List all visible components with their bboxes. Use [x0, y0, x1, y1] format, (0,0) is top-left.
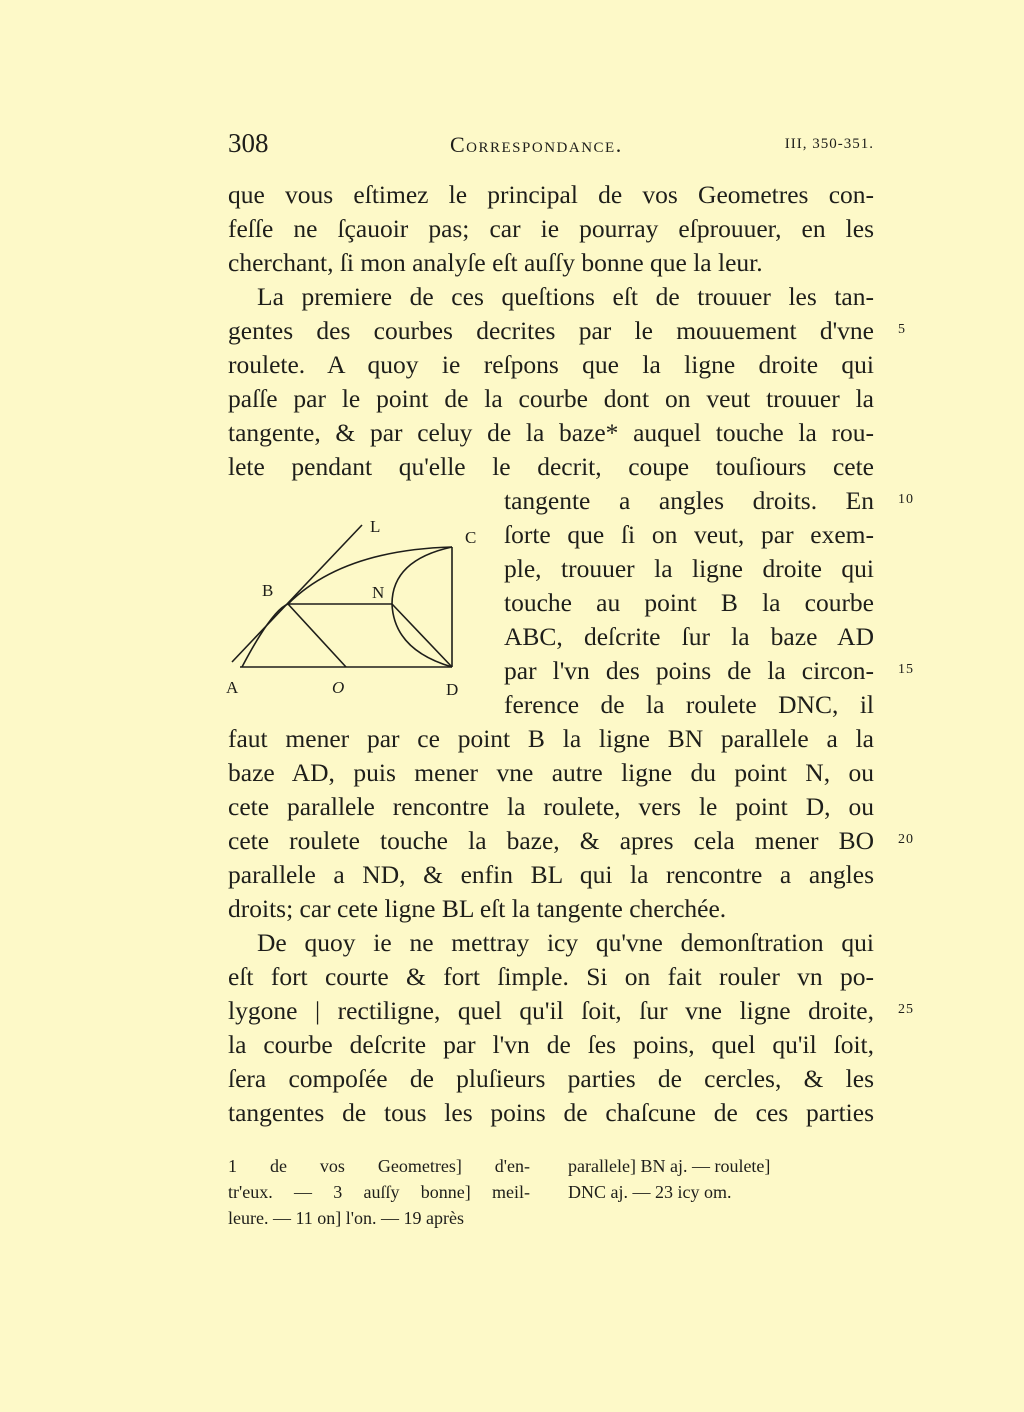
curve-abc [242, 547, 452, 667]
text-line: paſſe par le point de la courbe dont on veut trouuer la [228, 384, 874, 413]
label-a: A [226, 678, 239, 697]
text-line: touche au point B la courbe [504, 588, 874, 617]
text-line: cete parallele rencontre la roulete, vers le point D, ou [228, 792, 874, 821]
page-reference: III, 350-351. [784, 136, 874, 152]
roulette-figure [222, 510, 492, 710]
text-line: lete pendant qu'elle le decrit, coupe touſiours cete [228, 452, 874, 481]
roulette-diagram [222, 510, 492, 710]
label-c: C [465, 528, 477, 547]
text-line: faut mener par ce point B la ligne BN parallele a la [228, 724, 874, 753]
text-line: la courbe deſcrite par l'vn de ſes poins, quel qu'il ſoit, [228, 1030, 874, 1059]
page-header [228, 128, 874, 168]
text-line: ſera compoſée de pluſieurs parties de cercles, & les [228, 1064, 874, 1093]
label-l: L [370, 517, 381, 536]
text-line: droits; car cete ligne BL eſt la tangente cherchée. [228, 894, 727, 923]
text-line: par l'vn des poins de la circon- [504, 656, 874, 685]
text-line: ABC, deſcrite ſur la baze AD [504, 622, 874, 651]
line-number: 15 [898, 662, 914, 677]
line-number: 5 [898, 322, 906, 337]
line-number: 10 [898, 492, 914, 507]
label-d: D [446, 680, 459, 699]
line-number: 25 [898, 1002, 914, 1017]
text-line: ference de la roulete DNC, il [504, 690, 874, 719]
footnote-line: parallele] BN aj. — roulete] [568, 1156, 771, 1176]
page-number: 308 [228, 128, 269, 158]
text-line: parallele a ND, & enfin BL qui la rencontre a angles [228, 860, 874, 889]
footnote-line: tr'eux. — 3 auſſy bonne] meil- [228, 1182, 530, 1202]
line-number: 20 [898, 832, 914, 847]
text-line: baze AD, puis mener vne autre ligne du point N, ou [228, 758, 874, 787]
text-line: eſt fort courte & fort ſimple. Si on fait rouler vn po- [228, 962, 874, 991]
label-b: B [262, 581, 274, 600]
text-line: ple, trouuer la ligne droite qui [504, 554, 874, 583]
label-n: N [372, 583, 385, 602]
label-o: O [332, 678, 345, 697]
text-line: tangente, & par celuy de la baze* auquel touche la rou- [228, 418, 874, 447]
arc-dnc [392, 547, 452, 667]
tangent-line-bl [232, 525, 362, 662]
text-line: La premiere de ces queſtions eſt de trouuer les tan- [257, 282, 874, 311]
text-line: que vous eſtimez le principal de vos Geometres con- [228, 180, 874, 209]
text-line: tangente a angles droits. En [504, 486, 874, 515]
line-nd [392, 604, 452, 667]
footnote-line: leure. — 11 on] l'on. — 19 après [228, 1208, 465, 1228]
footnote-line: 1 de vos Geometres] d'en- [228, 1156, 530, 1176]
text-line: ſorte que ſi on veut, par exem- [504, 520, 874, 549]
text-line: tangentes de tous les poins de chaſcune de ces parties [228, 1098, 874, 1127]
text-line: cete roulete touche la baze, & apres cela mener BO [228, 826, 874, 855]
text-line: De quoy ie ne mettray icy qu'vne demonſtration qui [257, 928, 874, 957]
line-bo [288, 604, 346, 667]
text-line: feſſe ne ſçauoir pas; car ie pourray eſprouuer, en les [228, 214, 874, 243]
text-line: lygone | rectiligne, quel qu'il ſoit, ſur vne ligne droite, [228, 996, 874, 1025]
text-line: cherchant, ſi mon analyſe eſt auſſy bonne que la leur. [228, 248, 763, 277]
text-line: roulete. A quoy ie reſpons que la ligne droite qui [228, 350, 874, 379]
text-line: gentes des courbes decrites par le mouuement d'vne [228, 316, 874, 345]
footnote-line: DNC aj. — 23 icy om. [568, 1182, 732, 1202]
running-title: Correspondance. [450, 132, 623, 157]
